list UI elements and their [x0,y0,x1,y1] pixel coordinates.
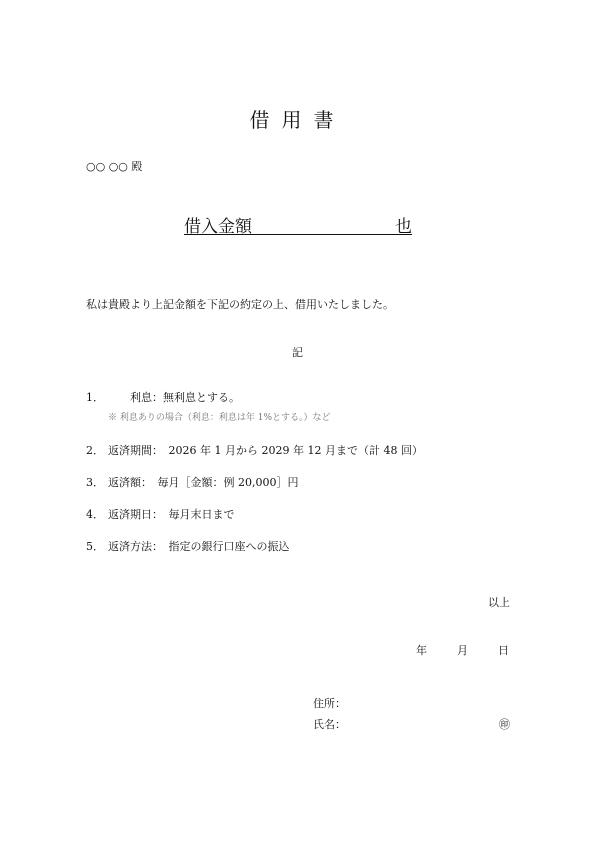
closing-ijo: 以上 [488,596,510,609]
term-item-method [86,538,290,554]
term-item-interest [86,389,240,405]
interest-note: ※ 利息ありの場合（利息：利息は年 1%とする。）など [108,413,331,423]
address-label: 住所： [313,697,346,710]
term-number: 2． [86,444,104,457]
seal-mark: ㊞ [499,718,510,731]
date-year: 年 [416,644,427,657]
term-text: 返済額： 毎月［金額：例 20,000］円 [108,476,299,489]
document-title: 借用書 [249,108,346,132]
addressee: ○○ ○○ 殿 [86,160,143,173]
date-month: 月 [457,644,468,657]
borrowing-statement: 私は貴殿より上記金額を下記の約定の上、借用いたしました。 [86,298,394,311]
term-item-amount [86,474,299,490]
loan-amount-suffix: 也 [395,217,412,237]
term-text: 返済期日： 毎月末日まで [108,508,235,521]
loan-amount-line [184,212,412,235]
date-day: 日 [498,644,509,657]
term-number: 5． [86,540,104,553]
term-item-period [86,442,423,458]
term-text: 返済期間： 2026 年 1 月から 2029 年 12 月まで（計 48 回） [108,444,423,457]
date-line [416,642,509,658]
loan-amount-label: 借入金額 [184,217,252,237]
term-text: 利息：無利息とする。 [108,391,240,404]
term-item-due-date [86,506,235,522]
term-number: 1． [86,391,104,404]
term-number: 3． [86,476,104,489]
ki-heading: 記 [292,346,303,359]
name-label: 氏名： [313,718,346,731]
term-text: 返済方法： 指定の銀行口座への振込 [108,540,290,553]
term-number: 4． [86,508,104,521]
